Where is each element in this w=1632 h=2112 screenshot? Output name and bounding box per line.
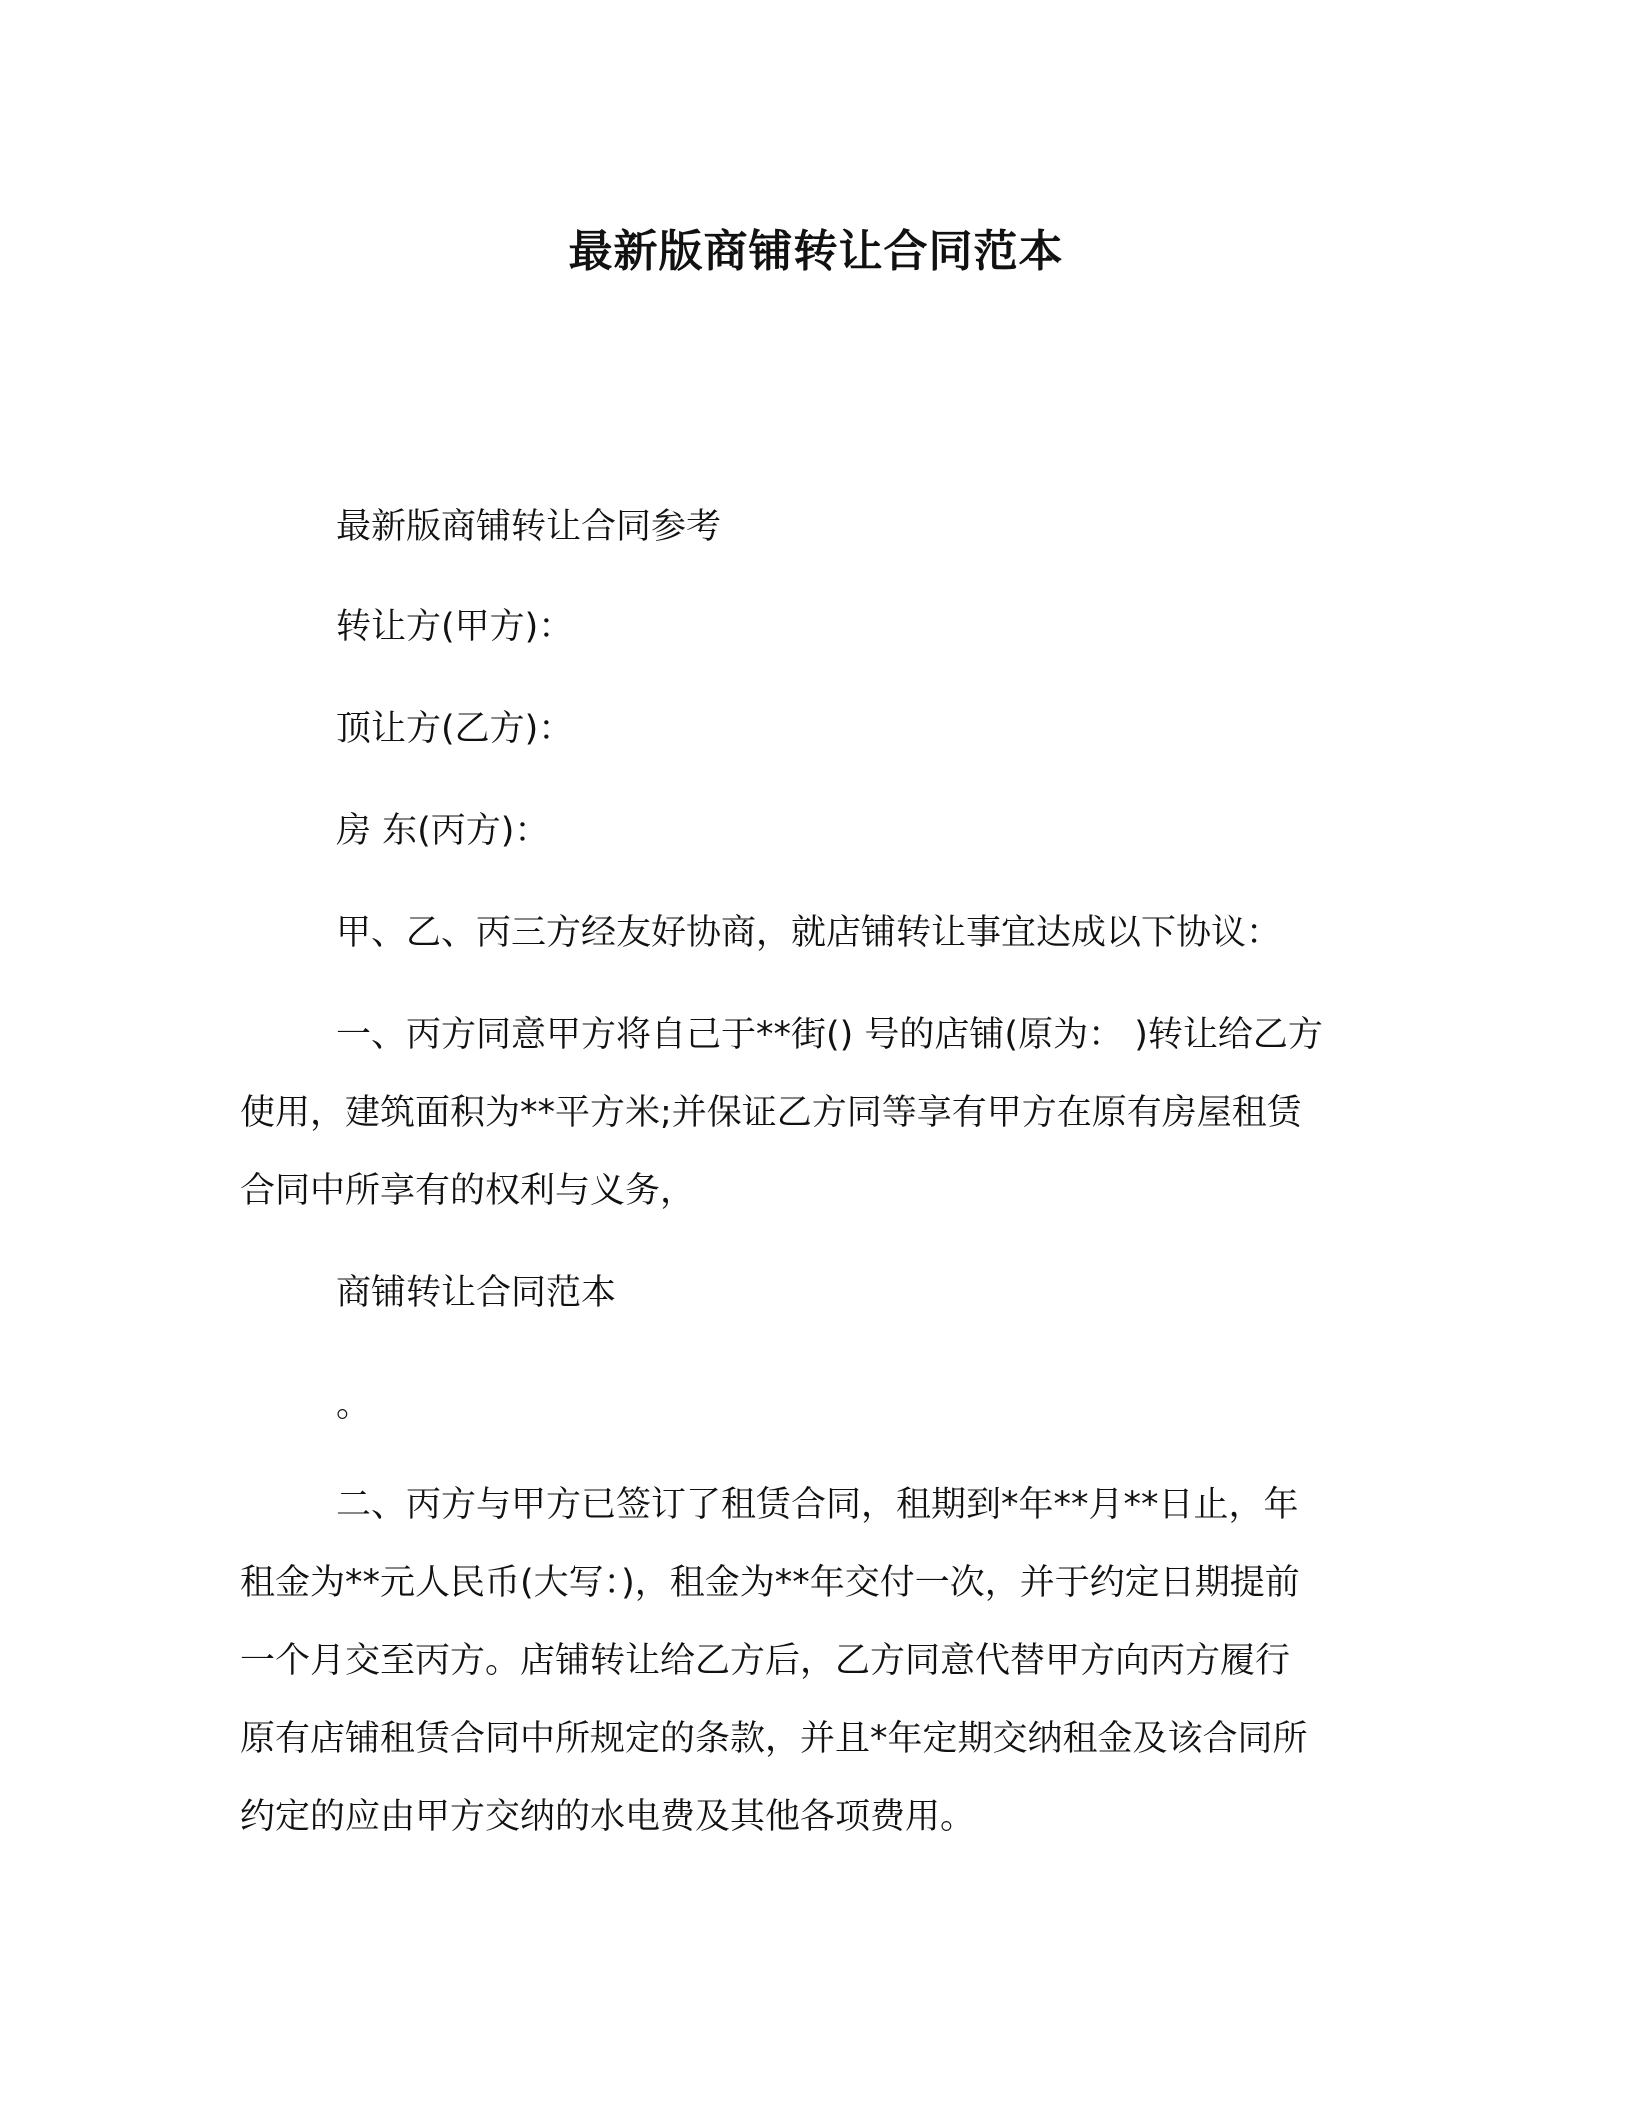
clause-2-line: 约定的应由甲方交纳的水电费及其他各项费用。	[240, 1797, 976, 1837]
subtitle: 最新版商铺转让合同参考	[336, 507, 722, 547]
section-heading: 商铺转让合同范本	[336, 1273, 617, 1313]
party-a-label: 转让方(甲方)：	[336, 607, 574, 647]
clause-1-line: 合同中所享有的权利与义务，	[240, 1171, 696, 1211]
clause-2-line: 租金为**元人民币(大写：)，租金为**年交付一次，并于约定日期提前	[240, 1563, 1300, 1603]
clause-2	[240, 1466, 1390, 1856]
period-mark: 。	[336, 1385, 372, 1425]
clause-2-line: 二、丙方与甲方已签订了租赁合同，租期到*年**月**日止，年	[336, 1485, 1299, 1525]
document-title: 最新版商铺转让合同范本	[568, 226, 1064, 277]
clause-1-line: 使用，建筑面积为**平方米;并保证乙方同等享有甲方在原有房屋租赁	[240, 1093, 1302, 1133]
clause-2-line: 一个月交至丙方。店铺转让给乙方后，乙方同意代替甲方向丙方履行	[240, 1641, 1291, 1681]
party-b-label: 顶让方(乙方)：	[336, 709, 574, 749]
clause-1	[240, 996, 1390, 1230]
party-c-label: 房 东(丙方)：	[336, 811, 550, 851]
clause-1-line: 一、丙方同意甲方将自己于**街() 号的店铺(原为： )转让给乙方	[336, 1015, 1323, 1055]
intro-paragraph: 甲、乙、丙三方经友好协商，就店铺转让事宜达成以下协议：	[336, 913, 1282, 953]
clause-2-line: 原有店铺租赁合同中所规定的条款，并且*年定期交纳租金及该合同所	[240, 1719, 1308, 1759]
